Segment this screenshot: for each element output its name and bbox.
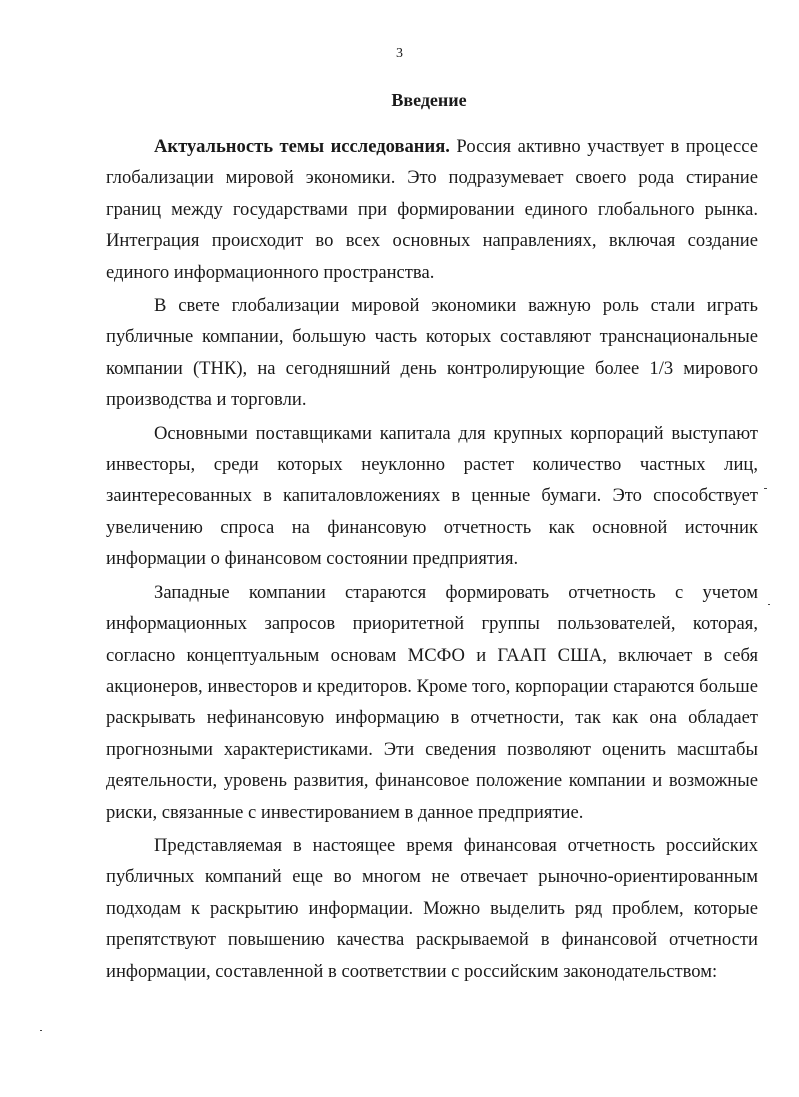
paragraph-relevance (106, 131, 758, 288)
page-title: Введение (391, 90, 467, 110)
paragraph-western-companies: Западные компании стараются формировать отчетность с учетом информационных запросов приоритетной группы пользователей, которая, согласно концептуальным основам МСФО и ГААП США, включает в себя акционеров, инвесторов и кредиторов. Кроме того, корпорации стараются больше раскрывать нефинансовую информацию в отчетности, так как она обладает прогнозными характеристиками. Эти сведения позволяют оценить масштабы деятельности, уровень развития, финансовое положение компании и возможные риски, связанные с инвестированием в данное предприятие. (106, 581, 758, 823)
document-body (106, 131, 758, 989)
paragraph-investors: Основными поставщиками капитала для крупных корпораций выступают инвесторы, среди которых неуклонно растет количество частных лиц, заинтересованных в капиталовложениях в ценные бумаги. Это способствует увеличению спроса на финансовую отчетность как основной источник информации о финансовом состоянии предприятия. (106, 422, 758, 570)
scan-speck (768, 604, 770, 605)
paragraph-text: Россия активно участвует в процессе глобализации мировой экономики. Это подразумевает своего рода стирание границ между государствами при формировании единого глобального рынка. Интеграция происходит во всех основных направлениях, включая создание единого информационного пространства. (106, 136, 758, 283)
paragraph-globalization: В свете глобализации мировой экономики важную роль стали играть публичные компании, большую часть которых составляют транснациональные компании (ТНК), на сегодняшний день контролирующие более 1/3 мирового производства и торговли. (106, 295, 758, 411)
page-number: 3 (396, 46, 403, 61)
scan-speck (40, 1030, 42, 1031)
paragraph-lead: Актуальность темы исследования. (154, 136, 450, 157)
scan-speck (764, 488, 767, 489)
paragraph-russian-reporting: Представляемая в настоящее время финансовая отчетность российских публичных компаний еще во многом не отвечает рыночно-ориентированным подходам к раскрытию информации. Можно выделить ряд проблем, которые препятствуют повышению качества раскрываемой в финансовой отчетности информации, составленной в соответствии с российским законодательством: (106, 834, 758, 982)
